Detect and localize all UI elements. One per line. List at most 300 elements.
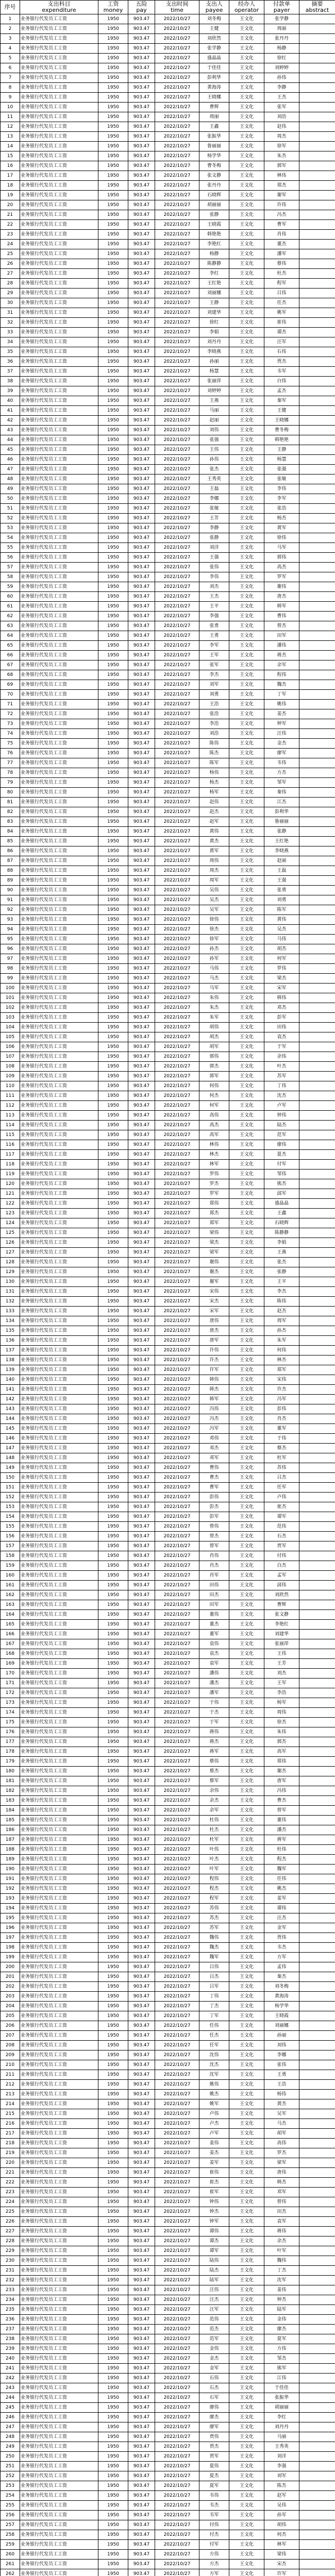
cell-index: 67 — [1, 660, 20, 670]
cell-payer: 卢军 — [264, 1101, 299, 1111]
table-row — [1, 1414, 335, 1424]
cell-wage: 1950 — [98, 1590, 128, 1600]
cell-time: 2022/10/27 — [155, 1218, 199, 1228]
cell-operator: 王文化 — [229, 964, 264, 974]
cell-wage: 1950 — [98, 1072, 128, 1081]
cell-subject: 业务银行代发员工工资 — [20, 220, 98, 230]
cell-wage: 1950 — [98, 1013, 128, 1023]
cell-subject: 业务银行代发员工工资 — [20, 1160, 98, 1170]
cell-operator: 王文化 — [229, 1258, 264, 1267]
cell-wage: 1950 — [98, 328, 128, 337]
cell-operator: 王文化 — [229, 2422, 264, 2432]
table-row — [1, 1972, 335, 1982]
cell-time: 2022/10/27 — [155, 1493, 199, 1502]
cell-insurance: 903.47 — [128, 1493, 155, 1502]
cell-insurance: 903.47 — [128, 406, 155, 416]
cell-time: 2022/10/27 — [155, 700, 199, 709]
cell-abstract — [299, 2158, 335, 2168]
cell-abstract — [299, 582, 335, 592]
cell-payee: 高伟 — [199, 1111, 229, 1121]
cell-payee: 姚伟 — [199, 2080, 229, 2090]
cell-subject: 业务银行代发员工工资 — [20, 1522, 98, 1532]
cell-payer: 姚军 — [264, 308, 299, 318]
cell-abstract — [299, 406, 335, 416]
cell-subject: 业务银行代发员工工资 — [20, 416, 98, 426]
cell-index: 192 — [1, 1884, 20, 1894]
cell-index: 126 — [1, 1238, 20, 1248]
cell-time: 2022/10/27 — [155, 964, 199, 974]
cell-time: 2022/10/27 — [155, 2080, 199, 2090]
cell-insurance: 903.47 — [128, 2060, 155, 2070]
cell-insurance: 903.47 — [128, 1032, 155, 1042]
table-row — [1, 1845, 335, 1855]
cell-insurance: 903.47 — [128, 602, 155, 612]
table-row — [1, 837, 335, 846]
cell-wage: 1950 — [98, 465, 128, 474]
cell-wage: 1950 — [98, 2158, 128, 2168]
cell-wage: 1950 — [98, 1444, 128, 1453]
cell-operator: 王文化 — [229, 837, 264, 846]
cell-payer: 郑军 — [264, 1365, 299, 1375]
cell-payee: 丁伟 — [199, 1992, 229, 2002]
cell-abstract — [299, 2569, 335, 2576]
table-row — [1, 1160, 335, 1170]
cell-subject: 业务银行代发员工工资 — [20, 2560, 98, 2569]
cell-index: 134 — [1, 1316, 20, 1326]
cell-payer: 贾军 — [264, 1541, 299, 1551]
cell-payee: 贾伟 — [199, 2432, 229, 2442]
cell-payee: 姜军 — [199, 2158, 229, 2168]
cell-wage: 1950 — [98, 1326, 128, 1336]
cell-payer: 熊杰 — [264, 1179, 299, 1189]
cell-payee: 张勇 — [199, 621, 229, 631]
cell-abstract — [299, 2099, 335, 2109]
cell-insurance: 903.47 — [128, 1600, 155, 1610]
cell-time: 2022/10/27 — [155, 2422, 199, 2432]
cell-payee: 吴军 — [199, 905, 229, 915]
table-row — [1, 200, 335, 210]
cell-wage: 1950 — [98, 220, 128, 230]
cell-index: 30 — [1, 298, 20, 308]
cell-payee: 王强 — [199, 553, 229, 563]
cell-index: 156 — [1, 1532, 20, 1541]
cell-payee: 范杰 — [199, 2325, 229, 2334]
cell-operator: 王文化 — [229, 2207, 264, 2217]
cell-index: 174 — [1, 1708, 20, 1718]
cell-operator: 王文化 — [229, 2442, 264, 2452]
cell-payer: 陈军 — [264, 905, 299, 915]
cell-payee: 于佳佳 — [199, 63, 229, 73]
cell-subject: 业务银行代发员工工资 — [20, 1747, 98, 1757]
cell-payer: 邓杰 — [264, 1003, 299, 1013]
cell-payee: 陆伟 — [199, 2256, 229, 2266]
cell-abstract — [299, 886, 335, 895]
cell-payee: 韩军 — [199, 1395, 229, 1404]
cell-time: 2022/10/27 — [155, 2481, 199, 2491]
cell-insurance: 903.47 — [128, 386, 155, 396]
cell-insurance: 903.47 — [128, 1042, 155, 1052]
cell-abstract — [299, 1630, 335, 1639]
cell-index: 247 — [1, 2422, 20, 2432]
cell-index: 212 — [1, 2080, 20, 2090]
cell-time: 2022/10/27 — [155, 1072, 199, 1081]
cell-insurance: 903.47 — [128, 1023, 155, 1032]
cell-time: 2022/10/27 — [155, 63, 199, 73]
table-row — [1, 2060, 335, 2070]
cell-subject: 业务银行代发员工工资 — [20, 1698, 98, 1708]
cell-index: 180 — [1, 1767, 20, 1776]
cell-subject: 业务银行代发员工工资 — [20, 1395, 98, 1404]
cell-payer: 林杰 — [264, 1355, 299, 1365]
cell-payee: 沈伟 — [199, 2050, 229, 2060]
cell-time: 2022/10/27 — [155, 2041, 199, 2050]
table-row — [1, 1228, 335, 1238]
cell-wage: 1950 — [98, 298, 128, 308]
cell-wage: 1950 — [98, 2462, 128, 2471]
cell-operator: 王文化 — [229, 1189, 264, 1199]
cell-insurance: 903.47 — [128, 1816, 155, 1825]
cell-subject: 业务银行代发员工工资 — [20, 886, 98, 895]
cell-operator: 王文化 — [229, 807, 264, 817]
cell-subject: 业务银行代发员工工资 — [20, 1757, 98, 1767]
cell-time: 2022/10/27 — [155, 2178, 199, 2188]
table-row — [1, 660, 335, 670]
table-row — [1, 2050, 335, 2060]
cell-wage: 1950 — [98, 2413, 128, 2422]
cell-wage: 1950 — [98, 1218, 128, 1228]
cell-time: 2022/10/27 — [155, 1992, 199, 2002]
cell-time: 2022/10/27 — [155, 1179, 199, 1189]
cell-index: 125 — [1, 1228, 20, 1238]
cell-wage: 1950 — [98, 161, 128, 171]
cell-insurance: 903.47 — [128, 1179, 155, 1189]
table-row — [1, 1688, 335, 1698]
cell-subject: 业务银行代发员工工资 — [20, 1003, 98, 1013]
cell-payer: 孟军 — [264, 1571, 299, 1581]
cell-subject: 业务银行代发员工工资 — [20, 1130, 98, 1140]
cell-payer: 曹辉 — [264, 1600, 299, 1610]
cell-subject: 业务银行代发员工工资 — [20, 151, 98, 161]
cell-operator: 王文化 — [229, 631, 264, 641]
cell-payer: 陆军 — [264, 2305, 299, 2315]
cell-insurance: 903.47 — [128, 2099, 155, 2109]
cell-operator: 王文化 — [229, 1718, 264, 1727]
cell-payer: 李强 — [264, 2462, 299, 2471]
cell-payer: 蒋杰 — [264, 651, 299, 660]
cell-operator: 王文化 — [229, 690, 264, 700]
cell-wage: 1950 — [98, 1630, 128, 1639]
cell-insurance: 903.47 — [128, 2031, 155, 2041]
cell-insurance: 903.47 — [128, 778, 155, 788]
cell-time: 2022/10/27 — [155, 1532, 199, 1541]
cell-index: 158 — [1, 1551, 20, 1561]
cell-payee: 蒋伟 — [199, 1727, 229, 1737]
cell-wage: 1950 — [98, 1140, 128, 1150]
cell-wage: 1950 — [98, 1923, 128, 1933]
cell-abstract — [299, 1669, 335, 1679]
cell-payer: 袁杰 — [264, 1032, 299, 1042]
table-row — [1, 1424, 335, 1434]
cell-subject: 业务银行代发员工工资 — [20, 1013, 98, 1023]
cell-subject: 业务银行代发员工工资 — [20, 2060, 98, 2070]
cell-abstract — [299, 2344, 335, 2354]
table-row — [1, 1316, 335, 1326]
table-row — [1, 1052, 335, 1062]
cell-time: 2022/10/27 — [155, 2413, 199, 2422]
cell-payee: 肖军 — [199, 1571, 229, 1581]
cell-abstract — [299, 1806, 335, 1816]
cell-abstract — [299, 1287, 335, 1297]
cell-wage: 1950 — [98, 1003, 128, 1013]
cell-index: 77 — [1, 758, 20, 768]
cell-subject: 业务银行代发员工工资 — [20, 778, 98, 788]
cell-time: 2022/10/27 — [155, 1013, 199, 1023]
cell-insurance: 903.47 — [128, 553, 155, 563]
cell-operator: 王文化 — [229, 2520, 264, 2530]
cell-subject: 业务银行代发员工工资 — [20, 2070, 98, 2080]
cell-subject: 业务银行代发员工工资 — [20, 1493, 98, 1502]
cell-payer: 李红 — [264, 2413, 299, 2422]
cell-index: 186 — [1, 1825, 20, 1835]
table-row — [1, 1737, 335, 1747]
cell-payee: 任杰 — [199, 2031, 229, 2041]
cell-wage: 1950 — [98, 925, 128, 935]
table-row — [1, 1277, 335, 1287]
cell-operator: 王文化 — [229, 2276, 264, 2285]
cell-wage: 1950 — [98, 318, 128, 328]
cell-index: 143 — [1, 1404, 20, 1414]
cell-payer: 梁军 — [264, 2158, 299, 2168]
cell-insurance: 903.47 — [128, 1160, 155, 1170]
cell-time: 2022/10/27 — [155, 2354, 199, 2364]
cell-operator: 王文化 — [229, 1316, 264, 1326]
cell-subject: 业务银行代发员工工资 — [20, 1776, 98, 1786]
cell-insurance: 903.47 — [128, 2227, 155, 2236]
cell-payer: 谭伟 — [264, 1904, 299, 1913]
cell-subject: 业务银行代发员工工资 — [20, 700, 98, 709]
table-row — [1, 269, 335, 279]
cell-abstract — [299, 1718, 335, 1727]
cell-payer: 汪杰 — [264, 1913, 299, 1923]
cell-wage: 1950 — [98, 886, 128, 895]
cell-index: 84 — [1, 827, 20, 837]
cell-wage: 1950 — [98, 1307, 128, 1316]
cell-payer: 于军 — [264, 1042, 299, 1052]
cell-payee: 汪军 — [199, 2305, 229, 2315]
cell-abstract — [299, 1013, 335, 1023]
cell-index: 85 — [1, 837, 20, 846]
cell-index: 72 — [1, 709, 20, 719]
table-row — [1, 73, 335, 83]
cell-payer: 刘洋 — [264, 2452, 299, 2462]
cell-payee: 邓军 — [199, 1453, 229, 1463]
cell-payee: 罗军 — [199, 1189, 229, 1199]
cell-payer: 周丽 — [264, 24, 299, 34]
cell-time: 2022/10/27 — [155, 1835, 199, 1845]
cell-wage: 1950 — [98, 2560, 128, 2569]
cell-payer: 张伟 — [264, 2060, 299, 2070]
cell-wage: 1950 — [98, 2471, 128, 2481]
cell-payee: 杜军 — [199, 1835, 229, 1845]
cell-index: 188 — [1, 1845, 20, 1855]
cell-abstract — [299, 2334, 335, 2344]
cell-subject: 业务银行代发员工工资 — [20, 1346, 98, 1355]
cell-operator: 王文化 — [229, 2227, 264, 2236]
cell-insurance: 903.47 — [128, 660, 155, 670]
cell-time: 2022/10/27 — [155, 2462, 199, 2471]
cell-wage: 1950 — [98, 2090, 128, 2099]
cell-wage: 1950 — [98, 249, 128, 259]
cell-index: 200 — [1, 1962, 20, 1972]
cell-payee: 王鑫 — [199, 122, 229, 132]
cell-payer: 王磊 — [264, 866, 299, 876]
cell-index: 175 — [1, 1718, 20, 1727]
cell-time: 2022/10/27 — [155, 1913, 199, 1923]
cell-subject: 业务银行代发员工工资 — [20, 34, 98, 44]
cell-wage: 1950 — [98, 1130, 128, 1140]
cell-insurance: 903.47 — [128, 2374, 155, 2383]
cell-index: 181 — [1, 1776, 20, 1786]
cell-abstract — [299, 1493, 335, 1502]
cell-operator: 王文化 — [229, 1502, 264, 1512]
cell-insurance: 903.47 — [128, 729, 155, 739]
cell-abstract — [299, 758, 335, 768]
table-row — [1, 1679, 335, 1688]
cell-time: 2022/10/27 — [155, 1551, 199, 1561]
cell-operator: 王文化 — [229, 1630, 264, 1639]
cell-time: 2022/10/27 — [155, 1434, 199, 1444]
table-row — [1, 504, 335, 514]
cell-payer: 刘勇 — [264, 895, 299, 905]
cell-time: 2022/10/27 — [155, 944, 199, 954]
cell-payee: 王晓娜 — [199, 93, 229, 103]
cell-payee: 王晓霞 — [199, 220, 229, 230]
cell-payer: 姜军 — [264, 1894, 299, 1904]
cell-index: 133 — [1, 1307, 20, 1316]
cell-insurance: 903.47 — [128, 1277, 155, 1287]
table-row — [1, 386, 335, 396]
cell-operator: 王文化 — [229, 2266, 264, 2276]
table-row — [1, 563, 335, 572]
cell-payee: 方杰 — [199, 2560, 229, 2569]
cell-abstract — [299, 1483, 335, 1493]
header-insurance: 五险 pay — [128, 1, 155, 14]
cell-payer: 许杰 — [264, 1385, 299, 1395]
cell-payer: 邹杰 — [264, 2354, 299, 2364]
cell-time: 2022/10/27 — [155, 807, 199, 817]
cell-operator: 王文化 — [229, 1943, 264, 1953]
cell-abstract — [299, 1375, 335, 1385]
cell-payee: 李强 — [199, 612, 229, 621]
cell-payer: 郭军 — [264, 161, 299, 171]
cell-subject: 业务银行代发员工工资 — [20, 895, 98, 905]
cell-payer: 方杰 — [264, 768, 299, 778]
cell-subject: 业务银行代发员工工资 — [20, 1101, 98, 1111]
cell-payee: 叶伟 — [199, 1845, 229, 1855]
cell-subject: 业务银行代发员工工资 — [20, 2432, 98, 2442]
cell-index: 38 — [1, 377, 20, 386]
cell-wage: 1950 — [98, 2550, 128, 2560]
cell-subject: 业务银行代发员工工资 — [20, 2139, 98, 2148]
cell-wage: 1950 — [98, 2285, 128, 2295]
cell-payee: 李伟 — [199, 572, 229, 582]
cell-operator: 王文化 — [229, 298, 264, 308]
cell-abstract — [299, 660, 335, 670]
cell-subject: 业务银行代发员工工资 — [20, 1228, 98, 1238]
cell-index: 228 — [1, 2236, 20, 2246]
cell-subject: 业务银行代发员工工资 — [20, 2471, 98, 2481]
cell-payer: 肖杰 — [264, 1414, 299, 1424]
cell-insurance: 903.47 — [128, 709, 155, 719]
cell-index: 18 — [1, 181, 20, 191]
cell-abstract — [299, 1130, 335, 1140]
cell-wage: 1950 — [98, 2246, 128, 2256]
cell-time: 2022/10/27 — [155, 758, 199, 768]
cell-insurance: 903.47 — [128, 279, 155, 289]
cell-time: 2022/10/27 — [155, 1786, 199, 1796]
cell-payee: 张强 — [199, 435, 229, 445]
cell-subject: 业务银行代发员工工资 — [20, 328, 98, 337]
cell-index: 75 — [1, 739, 20, 749]
cell-payer: 曹军 — [264, 220, 299, 230]
cell-time: 2022/10/27 — [155, 2060, 199, 2070]
cell-payee: 崔伟 — [199, 2168, 229, 2178]
cell-time: 2022/10/27 — [155, 347, 199, 357]
cell-payee: 曹军 — [199, 1483, 229, 1493]
cell-insurance: 903.47 — [128, 249, 155, 259]
cell-payee: 袁军 — [199, 1659, 229, 1669]
cell-payee: 汪伟 — [199, 2285, 229, 2295]
cell-insurance: 903.47 — [128, 484, 155, 494]
cell-time: 2022/10/27 — [155, 2374, 199, 2383]
cell-abstract — [299, 347, 335, 357]
cell-time: 2022/10/27 — [155, 249, 199, 259]
table-row — [1, 2021, 335, 2031]
cell-insurance: 903.47 — [128, 2364, 155, 2374]
cell-time: 2022/10/27 — [155, 2021, 199, 2031]
cell-insurance: 903.47 — [128, 1052, 155, 1062]
cell-operator: 王文化 — [229, 1052, 264, 1062]
cell-index: 144 — [1, 1414, 20, 1424]
cell-payee: 叶杰 — [199, 1855, 229, 1865]
cell-subject: 业务银行代发员工工资 — [20, 1571, 98, 1581]
table-row — [1, 249, 335, 259]
cell-index: 45 — [1, 445, 20, 455]
cell-insurance: 903.47 — [128, 367, 155, 377]
cell-payer: 邹军 — [264, 778, 299, 788]
cell-wage: 1950 — [98, 1972, 128, 1982]
cell-subject: 业务银行代发员工工资 — [20, 2168, 98, 2178]
cell-time: 2022/10/27 — [155, 680, 199, 690]
cell-abstract — [299, 621, 335, 631]
cell-time: 2022/10/27 — [155, 2491, 199, 2501]
cell-payee: 罗杰 — [199, 1179, 229, 1189]
cell-payee: 郭伟 — [199, 1052, 229, 1062]
cell-payer: 贾伟 — [264, 1933, 299, 1943]
table-row — [1, 1561, 335, 1571]
table-row — [1, 612, 335, 621]
cell-payer: 谢军 — [264, 191, 299, 200]
cell-insurance: 903.47 — [128, 2540, 155, 2550]
cell-subject: 业务银行代发员工工资 — [20, 631, 98, 641]
cell-time: 2022/10/27 — [155, 1953, 199, 1962]
cell-operator: 王文化 — [229, 533, 264, 543]
cell-payee: 王军 — [199, 651, 229, 660]
cell-operator: 王文化 — [229, 161, 264, 171]
cell-operator: 王文化 — [229, 866, 264, 876]
table-row — [1, 709, 335, 719]
cell-abstract — [299, 602, 335, 612]
